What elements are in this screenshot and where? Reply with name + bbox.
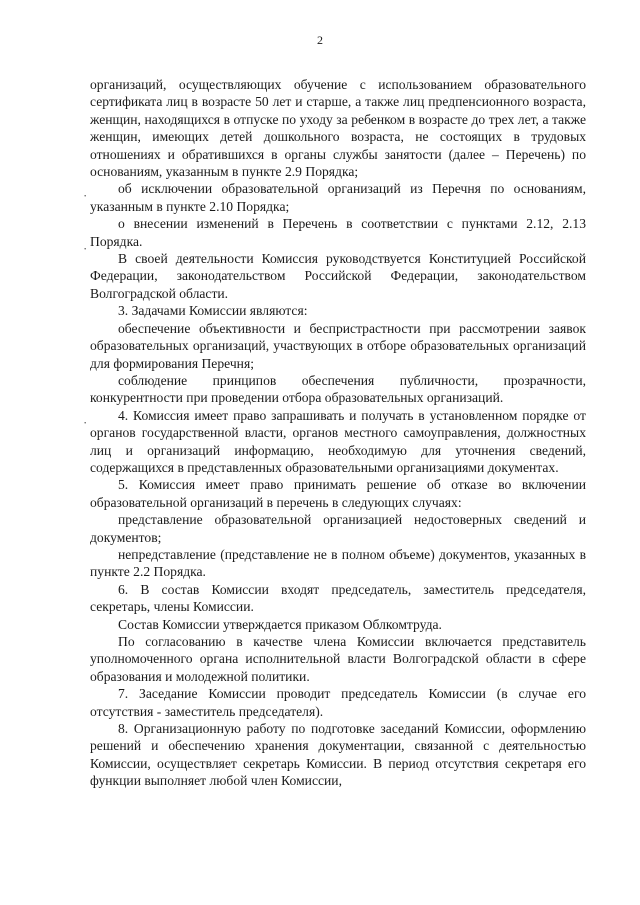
paragraph: 5. Комиссия имеет право принимать решение об отказе во включении образовательной организаций в перечень в следующих случаях: bbox=[90, 477, 586, 510]
scan-mark: · bbox=[83, 241, 88, 256]
document-body bbox=[90, 76, 586, 790]
paragraph: 6. В состав Комиссии входят председатель, заместитель председателя, секретарь, члены Комиссии. bbox=[90, 581, 586, 615]
paragraph: В своей деятельности Комиссия руководствуется Конституцией Российской Федерации, законодательством Российской Федерации, законодательством Волгоградской области. bbox=[90, 251, 586, 301]
paragraph: представление образовательной организацией недостоверных сведений и документов; bbox=[90, 512, 586, 545]
page-number: 2 bbox=[317, 33, 323, 47]
paragraph: Состав Комиссии утверждается приказом Облкомтруда. bbox=[118, 616, 442, 632]
paragraph: 7. Заседание Комиссии проводит председатель Комиссии (в случае его отсутствия - заместитель председателя). bbox=[90, 686, 586, 719]
paragraph: о внесении изменений в Перечень в соответствии с пунктами 2.12, 2.13 Порядка. bbox=[90, 216, 586, 249]
paragraph: 4. Комиссия имеет право запрашивать и получать в установленном порядке от органов государственной власти, органов местного самоуправления, должностных лиц и организаций информацию, необходимую для уточнения сведений, содержащихся в представленных образовательными организациями документах. bbox=[90, 407, 586, 475]
paragraph: об исключении образовательной организаций из Перечня по основаниям, указанным в пункте 2.10 Порядка; bbox=[90, 181, 586, 214]
paragraph-list-continuation: организаций, осуществляющих обучение с использованием образовательного сертификата лиц в возрасте 50 лет и старше, а также лиц предпенсионного возраста, женщин, находящихся в отпуске по уходу за ребенком в возрасте до трех лет, а также женщин, имеющих детей дошкольного возраста, не состоящих в трудовых отношениях и обратившихся в органы службы занятости (далее – Перечень) по основаниям, указанным в пункте 2.9 Порядка; bbox=[90, 77, 586, 180]
scan-mark: · bbox=[83, 188, 88, 203]
paragraph: 3. Задачами Комиссии являются: bbox=[118, 303, 308, 319]
scan-mark: · bbox=[83, 415, 88, 430]
paragraph: соблюдение принципов обеспечения публичности, прозрачности, конкурентности при проведении отбора образовательных организаций. bbox=[90, 372, 586, 406]
paragraph: 8. Организационную работу по подготовке заседаний Комиссии, оформлению решений и обеспечению хранения документации, связанной с деятельностью Комиссии, осуществляет секретарь Комиссии. В период отсутствия секретаря его функции выполняет любой член Комиссии, bbox=[90, 721, 586, 789]
paragraph: обеспечение объективности и беспристрастности при рассмотрении заявок образовательных организаций, участвующих в отборе образовательных организаций для формирования Перечня; bbox=[90, 320, 586, 371]
paragraph: непредставление (представление не в полном объеме) документов, указанных в пункте 2.2 Порядка. bbox=[90, 546, 586, 580]
paragraph: По согласованию в качестве члена Комиссии включается представитель уполномоченного органа исполнительной власти Волгоградской области в сфере образования и молодежной политики. bbox=[90, 634, 586, 684]
